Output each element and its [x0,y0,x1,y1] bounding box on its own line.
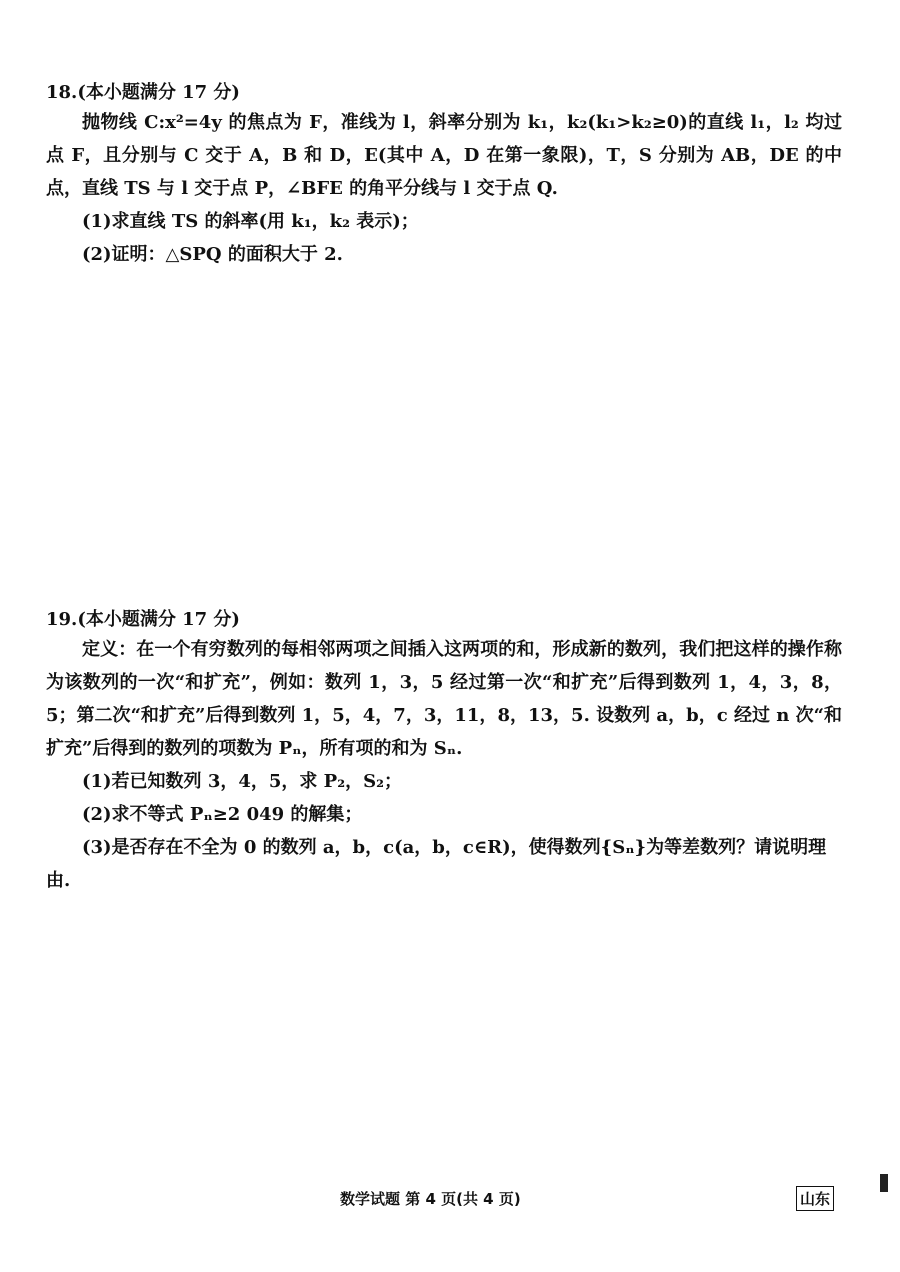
question-18-stem: 抛物线 C:x²=4y 的焦点为 F，准线为 l，斜率分别为 k₁，k₂(k₁>k₂≥0)的直线 l₁，l₂ 均过点 F，且分别与 C 交于 A，B 和 D，E(其中 A，D 在第一象限)，T，S 分别为 AB，DE 的中点，直线 TS 与 l 交于点 P，∠BFE 的角平分线与 l 交于点 Q. [46,112,842,199]
question-19-part-3: (3)是否存在不全为 0 的数列 a，b，c(a，b，c∈R)，使得数列{Sₙ}为等差数列？请说明理由. [46,837,827,891]
question-19-part-1: (1)若已知数列 3，4，5，求 P₂，S₂； [82,771,402,792]
question-19-stem: 定义：在一个有穷数列的每相邻两项之间插入这两项的和，形成新的数列，我们把这样的操作称为该数列的一次“和扩充”，例如：数列 1，3，5 经过第一次“和扩充”后得到数列 1，4，3，8，5；第二次“和扩充”后得到数列 1，5，4，7，3，11，8，13，5. 设数列 a，b，c 经过 n 次“和扩充”后得到的数列的项数为 Pₙ，所有项的和为 Sₙ. [46,639,842,759]
question-19 [46,607,842,897]
question-18 [46,80,842,271]
question-18-title: 18.(本小题满分 17 分) [46,82,240,103]
page-number-text: 数学试题 第 4 页(共 4 页) [340,1190,521,1208]
page-footer [0,1186,900,1216]
question-18-part-2: (2)证明：△SPQ 的面积大于 2. [82,244,343,265]
scan-edge-mark [880,1174,888,1192]
region-badge: 山东 [796,1186,834,1211]
question-18-part-1: (1)求直线 TS 的斜率(用 k₁，k₂ 表示)； [82,211,419,232]
question-19-title: 19.(本小题满分 17 分) [46,609,240,630]
question-19-part-2: (2)求不等式 Pₙ≥2 049 的解集； [82,804,363,825]
